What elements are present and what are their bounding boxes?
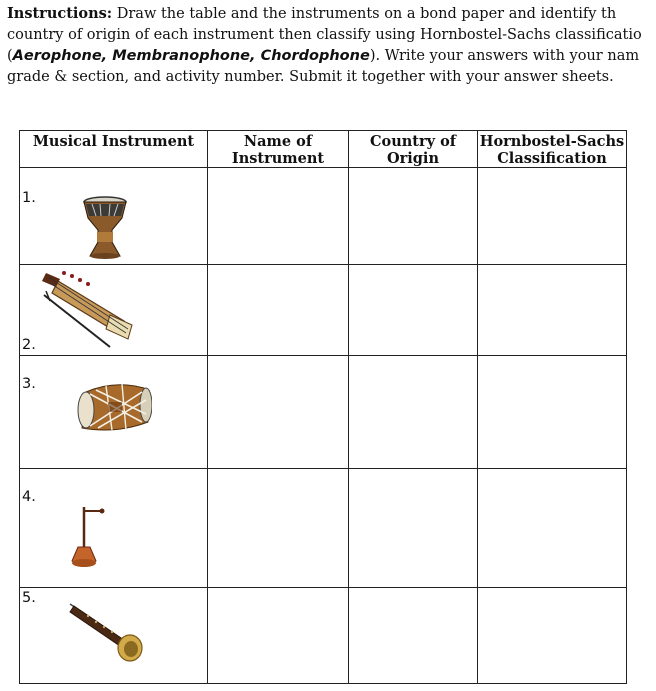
country-answer-cell[interactable] — [349, 469, 478, 588]
table-header-row — [20, 131, 627, 168]
name-answer-cell[interactable] — [208, 356, 349, 469]
instructions-line-3: (Aerophone, Membranophone, Chordophone). Write your answers with your nam — [7, 48, 640, 64]
instructions-paragraph — [7, 3, 656, 88]
one-string-lute-icon — [70, 503, 106, 571]
instructions-line-1: Instructions: Draw the table and the instruments on a bond paper and identify th — [7, 5, 617, 22]
header-country-of-origin: Country of Origin — [349, 131, 478, 168]
country-answer-cell[interactable] — [349, 265, 478, 356]
classification-answer-cell[interactable] — [478, 168, 627, 265]
djembe-drum-icon — [82, 196, 128, 260]
row-number: 5. — [22, 590, 36, 606]
instructions-line-2: country of origin of each instrument then classify using Hornbostel-Sachs classificatio — [7, 27, 642, 43]
classification-answer-cell[interactable] — [478, 356, 627, 469]
name-answer-cell[interactable] — [208, 168, 349, 265]
country-answer-cell[interactable] — [349, 588, 478, 684]
row-number: 1. — [22, 190, 36, 206]
table-row — [20, 265, 627, 356]
header-classification: Hornbostel-Sachs Classification — [478, 131, 627, 168]
header-musical-instrument: Musical Instrument — [20, 131, 208, 168]
instructions-line-4: grade & section, and activity number. Submit it together with your answer sheets. — [7, 69, 614, 85]
sarangi-string-instrument-icon — [40, 267, 136, 351]
table-row — [20, 588, 627, 684]
instrument-table — [19, 130, 627, 684]
instrument-cell — [20, 469, 208, 588]
instrument-cell — [20, 168, 208, 265]
header-name-of-instrument: Name of Instrument — [208, 131, 349, 168]
dholak-drum-icon — [76, 378, 152, 440]
country-answer-cell[interactable] — [349, 168, 478, 265]
country-answer-cell[interactable] — [349, 356, 478, 469]
name-answer-cell[interactable] — [208, 469, 349, 588]
row-number: 3. — [22, 376, 36, 392]
classification-answer-cell[interactable] — [478, 469, 627, 588]
table-row — [20, 356, 627, 469]
classification-answer-cell[interactable] — [478, 588, 627, 684]
classification-list: Aerophone, Membranophone, Chordophone — [12, 48, 370, 64]
shehnai-horn-icon — [68, 602, 146, 664]
name-answer-cell[interactable] — [208, 265, 349, 356]
classification-answer-cell[interactable] — [478, 265, 627, 356]
row-number: 2. — [22, 337, 36, 353]
row-number: 4. — [22, 489, 36, 505]
table-row — [20, 469, 627, 588]
instrument-cell — [20, 265, 208, 356]
instrument-cell — [20, 588, 208, 684]
name-answer-cell[interactable] — [208, 588, 349, 684]
instrument-cell — [20, 356, 208, 469]
table-row — [20, 168, 627, 265]
instructions-label: Instructions: — [7, 5, 113, 22]
